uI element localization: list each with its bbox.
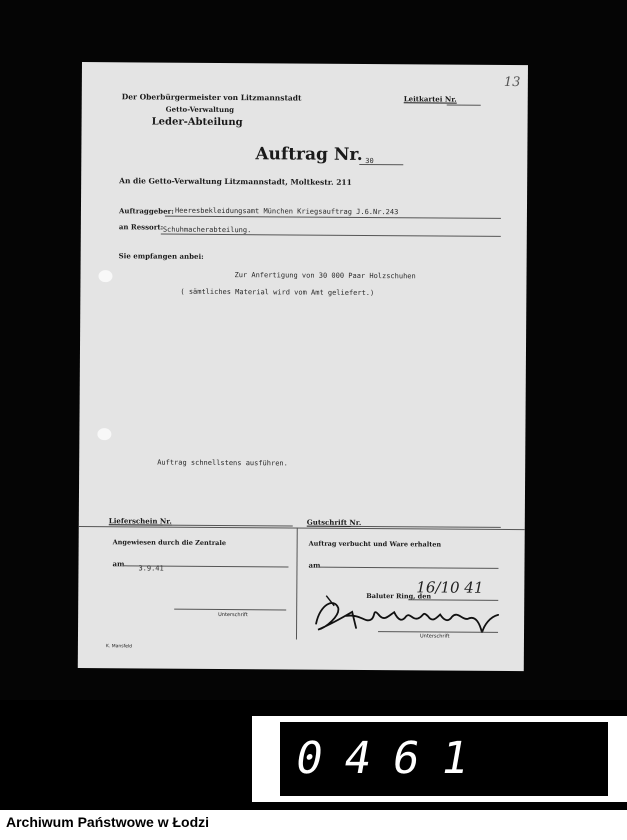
item-line-1: Zur Anfertigung von 30 000 Paar Holzschuhen bbox=[234, 271, 416, 281]
client-line bbox=[165, 216, 501, 219]
signature-left-line bbox=[174, 609, 286, 611]
credit-label: Gutschrift Nr. bbox=[306, 517, 362, 527]
client-value: Heeresbekleidungsamt München Kriegsauftrag J.6.Nr.243 bbox=[174, 206, 399, 217]
client-label: Auftraggeber: bbox=[118, 206, 174, 216]
form-column-divider bbox=[296, 528, 298, 640]
administration-line: Getto-Verwaltung bbox=[165, 104, 235, 115]
archive-name: Archiwum Państwowe w Łodzi bbox=[6, 814, 210, 830]
date-left: 3.9.41 bbox=[138, 564, 164, 573]
authority-line: Der Oberbürgermeister von Litzmannstadt bbox=[121, 92, 302, 103]
frame-number: 0461 bbox=[291, 733, 495, 784]
order-number-line bbox=[359, 164, 403, 165]
assigned-label: Angewiesen durch die Zentrale bbox=[112, 538, 227, 548]
date-right-line bbox=[318, 567, 498, 569]
punch-hole-bottom bbox=[97, 428, 111, 440]
delivery-label: Lieferschein Nr. bbox=[108, 516, 172, 526]
instruction: Auftrag schnellstens ausführen. bbox=[157, 458, 288, 468]
department-line: Leder-Abteilung bbox=[151, 116, 243, 129]
date-left-label: am bbox=[112, 559, 125, 569]
signature-right-label: Unterschrift bbox=[419, 633, 450, 640]
place-label: Baluter Ring, den bbox=[366, 591, 432, 601]
date-right: 16/10 41 bbox=[416, 578, 484, 597]
item-line-2: ( sämtliches Material wird vom Amt geliefert.) bbox=[180, 287, 375, 298]
resort-label: an Ressort: bbox=[118, 222, 164, 232]
resort-line bbox=[161, 234, 501, 237]
booked-label: Auftrag verbucht und Ware erhalten bbox=[308, 539, 442, 549]
date-right-label: am bbox=[308, 560, 321, 570]
printer-mark: K. Mansfeld bbox=[105, 644, 133, 650]
archive-number: 13 bbox=[503, 74, 521, 91]
order-number: 30 bbox=[365, 156, 374, 166]
document-page bbox=[78, 62, 528, 671]
punch-hole-top bbox=[98, 270, 112, 282]
recipient-address: An die Getto-Verwaltung Litzmannstadt, Moltkestr. 211 bbox=[119, 176, 352, 187]
order-title: Auftrag Nr. bbox=[255, 144, 363, 165]
received-label: Sie empfangen anbei: bbox=[118, 251, 204, 261]
ledger-line bbox=[447, 105, 481, 106]
signature-left-label: Unterschrift bbox=[218, 611, 248, 619]
resort-value: Schuhmacherabteilung. bbox=[162, 225, 252, 235]
ledger-label: Leitkartei Nr. bbox=[403, 94, 457, 104]
